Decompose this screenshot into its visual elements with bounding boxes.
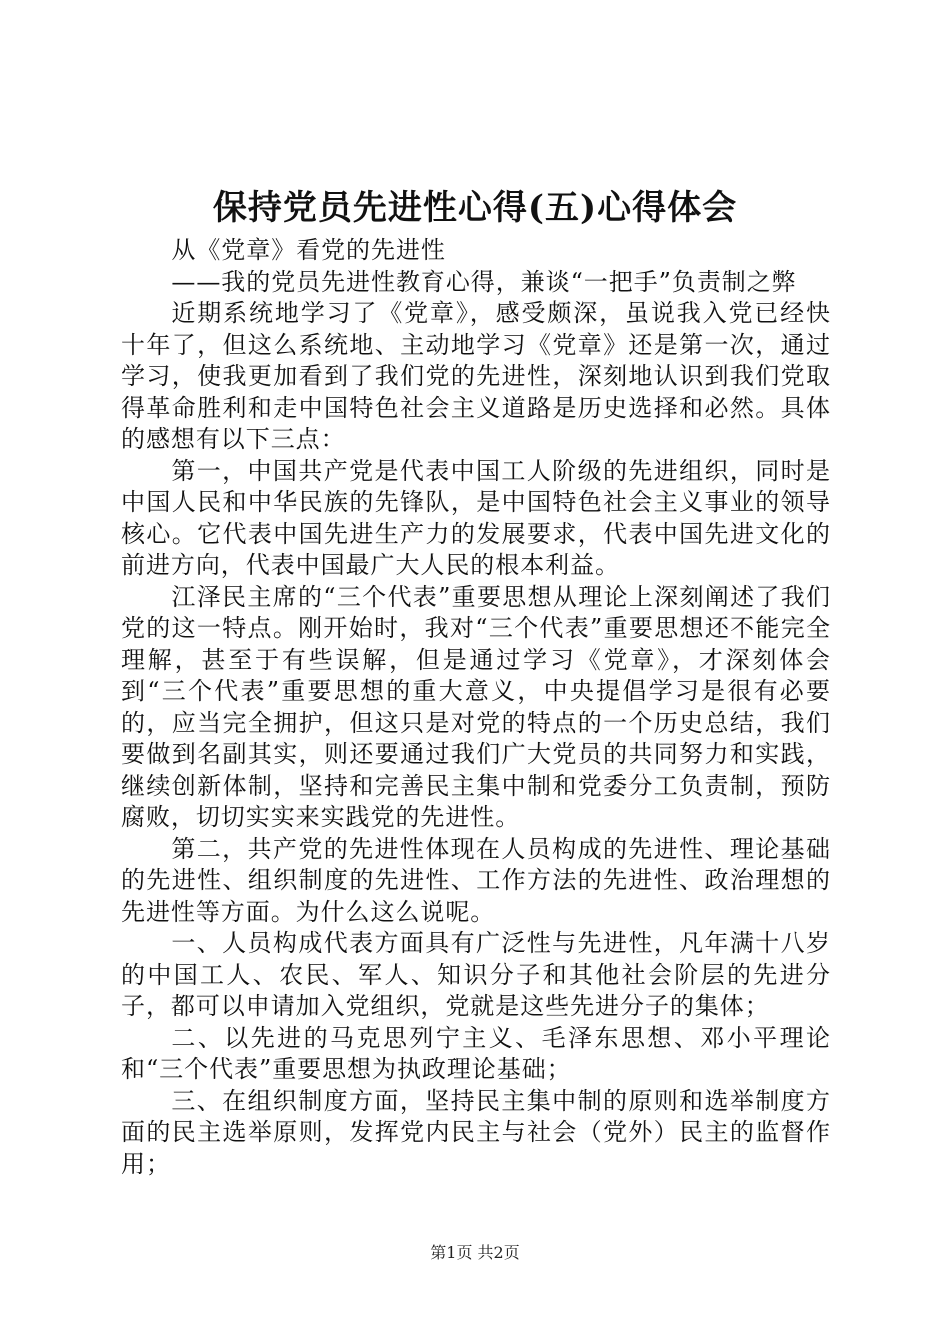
- document-body: [121, 235, 831, 1180]
- paragraph-second-point: 第二，共产党的先进性体现在人员构成的先进性、理论基础的先进性、组织制度的先进性、工作方法的先进性、政治理想的先进性等方面。为什么这么说呢。: [121, 834, 831, 926]
- paragraph-item-one: 一、人员构成代表方面具有广泛性与先进性，凡年满十八岁的中国工人、农民、军人、知识分子和其他社会阶层的先进分子，都可以申请加入党组织，党就是这些先进分子的集体；: [121, 929, 831, 1020]
- paragraph-first-point: 第一，中国共产党是代表中国工人阶级的先进组织，同时是中国人民和中华民族的先锋队，是中国特色社会主义事业的领导核心。它代表中国先进生产力的发展要求，代表中国先进文化的前进方向，代表中国最广大人民的根本利益。: [121, 456, 831, 579]
- document-title: 保持党员先进性心得(五)心得体会: [212, 188, 738, 228]
- subtitle-secondary: ——我的党员先进性教育心得，兼谈“一把手”负责制之弊: [171, 267, 797, 296]
- paragraph-intro: 近期系统地学习了《党章》，感受颇深，虽说我入党已经快十年了，但这么系统地、主动地学习《党章》还是第一次，通过学习，使我更加看到了我们党的先进性，深刻地认识到我们党取得革命胜利和走中国特色社会主义道路是历史选择和必然。具体的感想有以下三点：: [121, 299, 831, 453]
- paragraph-three-represents: 江泽民主席的“三个代表”重要思想从理论上深刻阐述了我们党的这一特点。刚开始时，我对“三个代表”重要思想还不能完全理解，甚至于有些误解，但是通过学习《党章》，才深刻体会到“三个代表”重要思想的重大意义，中央提倡学习是很有必要的，应当完全拥护，但这只是对党的特点的一个历史总结，我们要做到名副其实，则还要通过我们广大党员的共同努力和实践，继续创新体制，坚持和完善民主集中制和党委分工负责制，预防腐败，切切实实来实践党的先进性。: [121, 582, 831, 831]
- paragraph-item-three: 三、在组织制度方面，坚持民主集中制的原则和选举制度方面的民主选举原则，发挥党内民主与社会（党外）民主的监督作用；: [121, 1086, 831, 1178]
- page-footer: 第1页 共2页: [430, 1243, 520, 1262]
- subtitle: 从《党章》看党的先进性: [171, 236, 446, 264]
- paragraph-item-two: 二、以先进的马克思列宁主义、毛泽东思想、邓小平理论和“三个代表”重要思想为执政理论基础；: [121, 1023, 831, 1083]
